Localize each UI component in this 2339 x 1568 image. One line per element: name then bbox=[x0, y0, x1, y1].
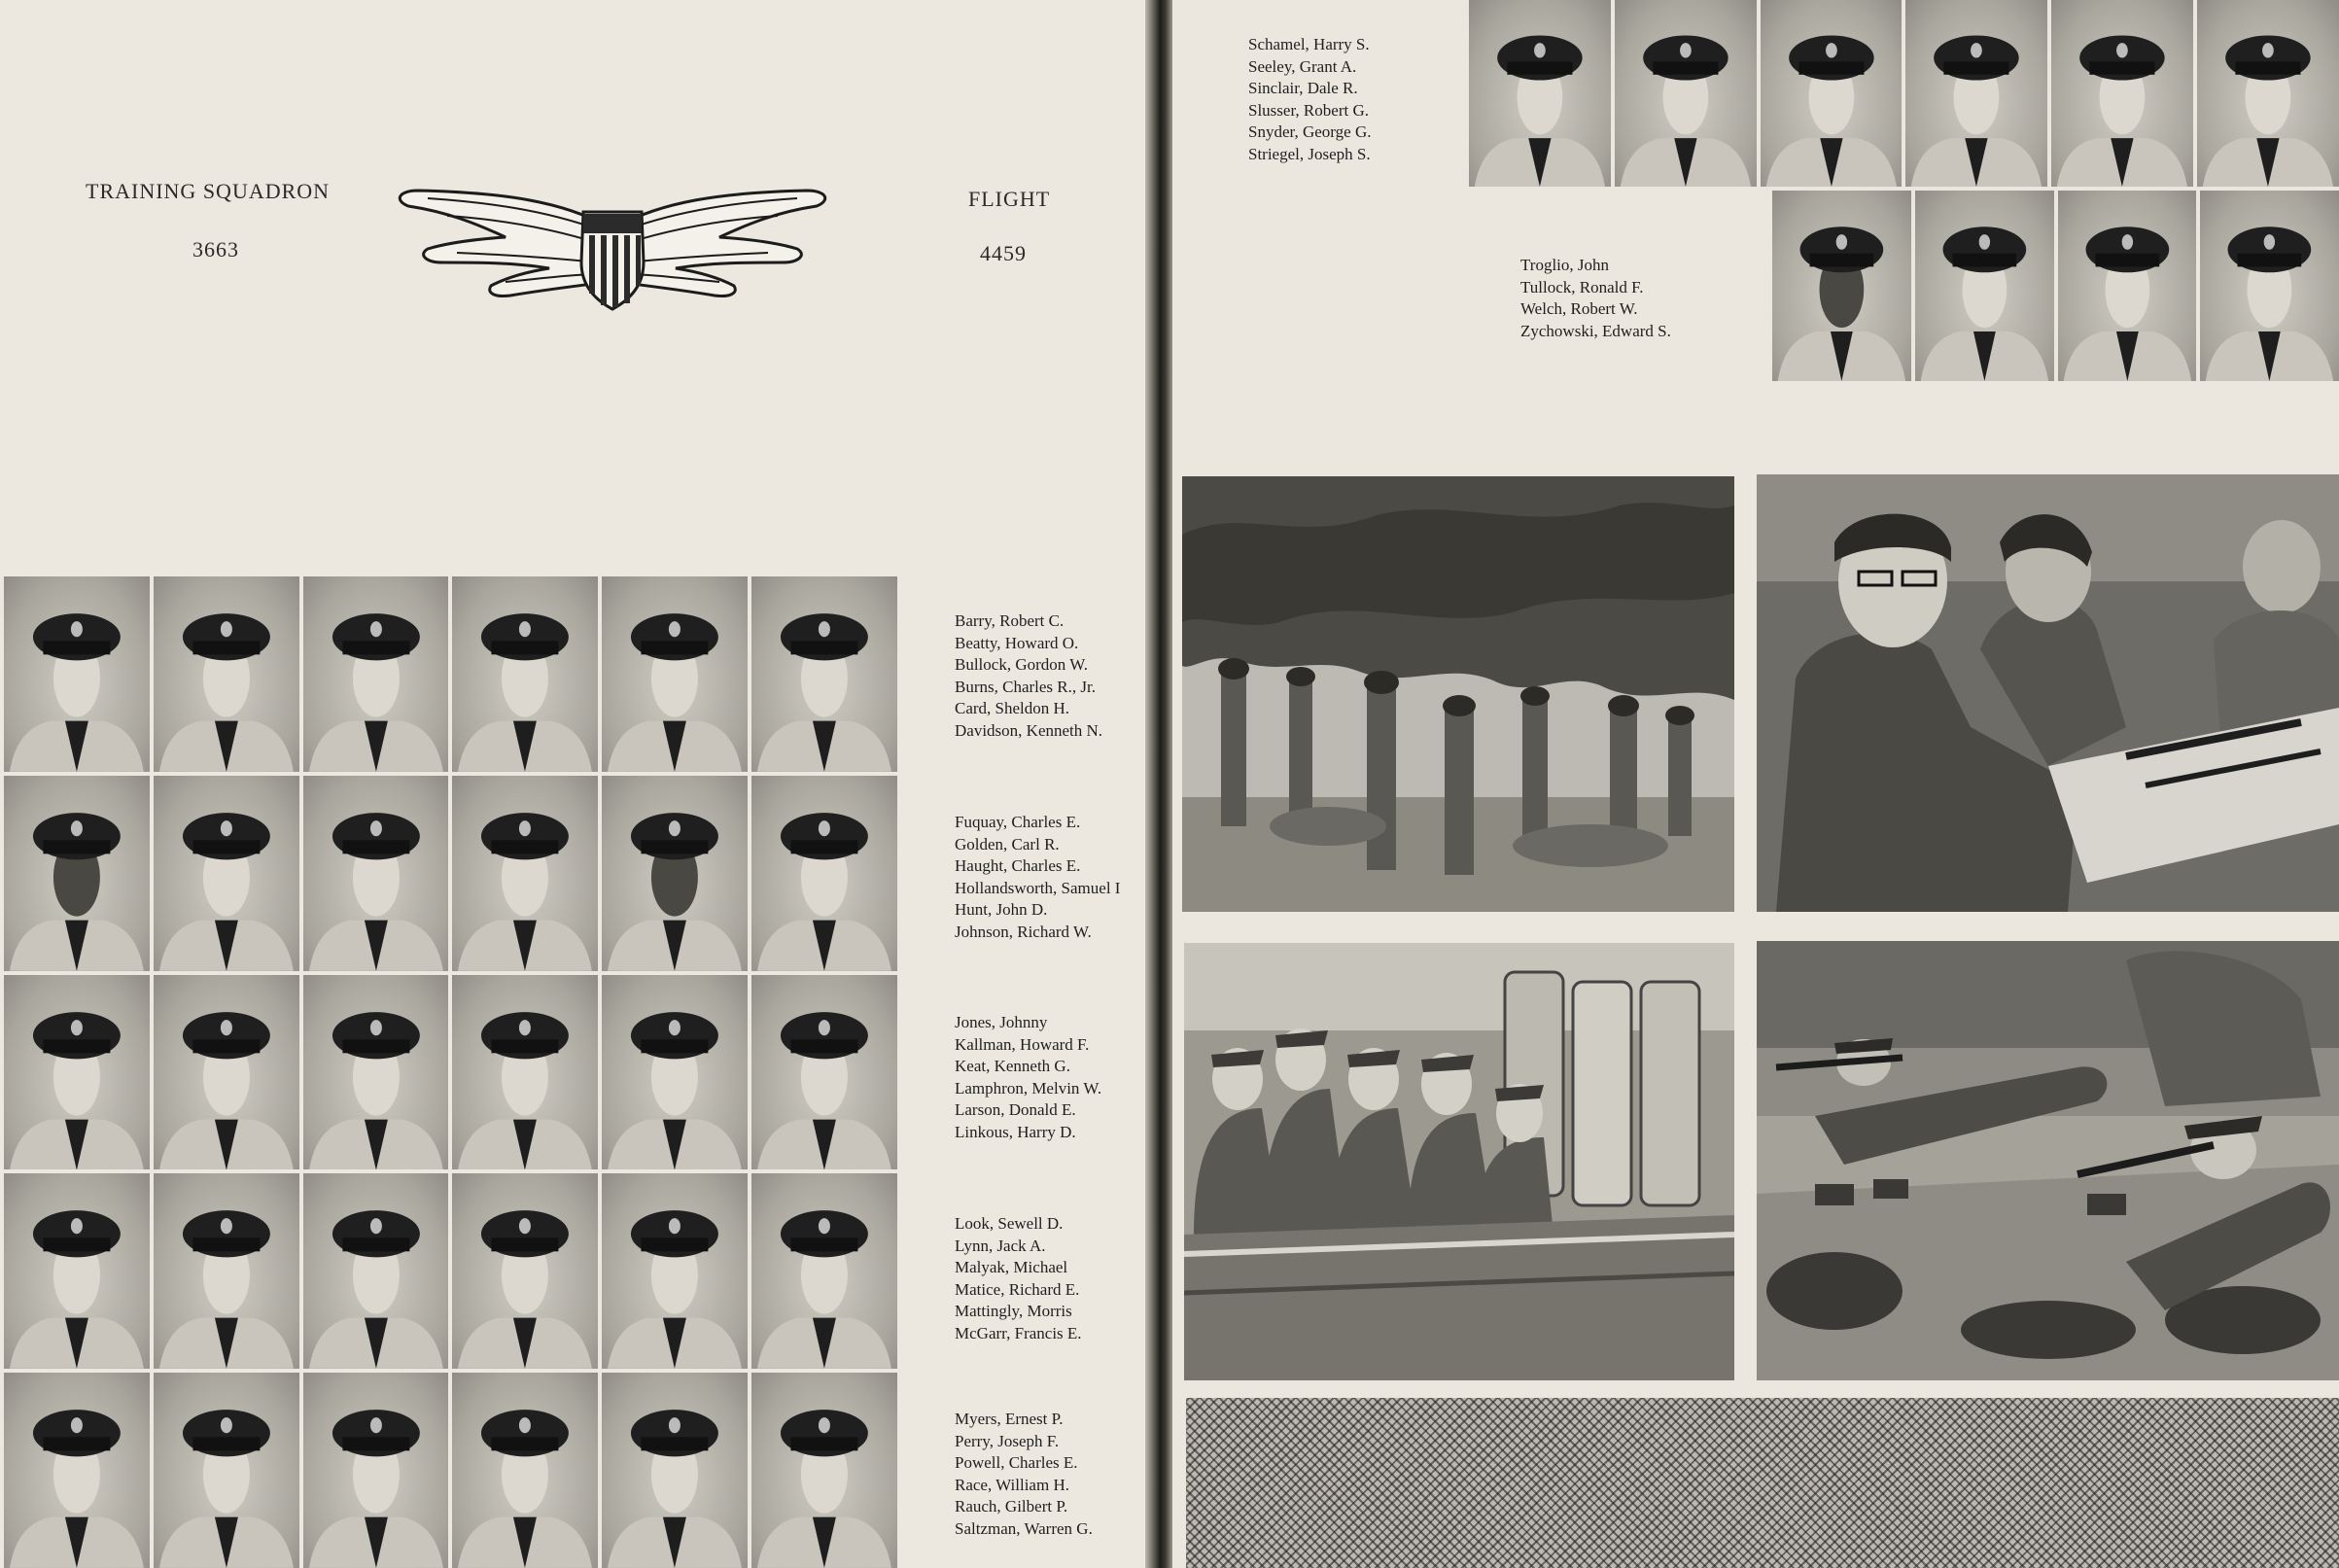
name-entry: Fuquay, Charles E. bbox=[955, 813, 1081, 831]
name-entry: Johnson, Richard W. bbox=[955, 922, 1092, 941]
portrait bbox=[154, 975, 299, 1170]
name-entry: Davidson, Kenneth N. bbox=[955, 720, 1103, 740]
portrait bbox=[751, 576, 897, 772]
portrait bbox=[4, 1373, 150, 1568]
name-entry: Slusser, Robert G. bbox=[1248, 100, 1369, 120]
name-entry: Hollandsworth, Samuel I bbox=[955, 878, 1121, 897]
name-entry: Matice, Richard E. bbox=[955, 1279, 1080, 1299]
portrait bbox=[303, 1373, 449, 1568]
name-entry: Linkous, Harry D. bbox=[955, 1122, 1076, 1141]
left-page bbox=[0, 0, 1145, 1568]
name-entry: McGarr, Francis E. bbox=[955, 1323, 1082, 1342]
name-entry: Powell, Charles E. bbox=[955, 1453, 1078, 1472]
portrait bbox=[2197, 0, 2339, 187]
name-entry: Lynn, Jack A. bbox=[955, 1236, 1046, 1255]
training-squadron-label: TRAINING SQUADRON bbox=[86, 179, 331, 203]
portrait bbox=[751, 1173, 897, 1369]
portrait bbox=[452, 975, 598, 1170]
portrait bbox=[2058, 191, 2197, 381]
portrait bbox=[154, 776, 299, 971]
name-list-group-2 bbox=[955, 812, 1120, 943]
name-entry: Larson, Donald E. bbox=[955, 1100, 1076, 1119]
portrait bbox=[2051, 0, 2193, 187]
photo-kitchen-duty bbox=[1184, 943, 1734, 1380]
portrait bbox=[1915, 191, 2054, 381]
name-entry: Snyder, George G. bbox=[1248, 122, 1372, 141]
book-gutter bbox=[1145, 0, 1172, 1568]
name-entry: Myers, Ernest P. bbox=[955, 1410, 1064, 1428]
name-entry: Sinclair, Dale R. bbox=[1248, 79, 1358, 97]
name-entry: Beatty, Howard O. bbox=[955, 633, 1079, 652]
photo-rifle-range bbox=[1757, 941, 2339, 1380]
portrait bbox=[4, 776, 150, 971]
name-entry: Zychowski, Edward S. bbox=[1520, 321, 1671, 340]
name-entry: Schamel, Harry S. bbox=[1248, 35, 1370, 53]
name-entry: Tullock, Ronald F. bbox=[1520, 277, 1644, 296]
portrait-grid-right-top bbox=[1469, 0, 2339, 187]
name-entry: Welch, Robert W. bbox=[1520, 299, 1638, 318]
portrait bbox=[602, 576, 748, 772]
portrait bbox=[303, 576, 449, 772]
name-entry: Rauch, Gilbert P. bbox=[955, 1497, 1068, 1516]
name-entry: Perry, Joseph F. bbox=[955, 1431, 1060, 1450]
portrait bbox=[751, 1373, 897, 1568]
portrait bbox=[154, 576, 299, 772]
flight-label: FLIGHT bbox=[968, 187, 1051, 211]
name-entry: Race, William H. bbox=[955, 1475, 1069, 1494]
crosshatch-panel bbox=[1186, 1398, 2339, 1568]
flight-number: 4459 bbox=[980, 241, 1027, 265]
portrait bbox=[452, 1173, 598, 1369]
portrait bbox=[602, 776, 748, 971]
portrait bbox=[2200, 191, 2339, 381]
portrait bbox=[602, 975, 748, 1170]
name-entry: Burns, Charles R., Jr. bbox=[955, 677, 1096, 696]
portrait bbox=[303, 975, 449, 1170]
portrait-grid-right-second bbox=[1772, 191, 2339, 381]
portrait bbox=[4, 1173, 150, 1369]
portrait bbox=[154, 1373, 299, 1568]
portrait-grid-left bbox=[4, 576, 897, 1568]
pilot-wings-shield-icon bbox=[389, 173, 836, 319]
name-entry: Mattingly, Morris bbox=[955, 1302, 1072, 1320]
name-entry: Bullock, Gordon W. bbox=[955, 655, 1088, 674]
portrait bbox=[1905, 0, 2047, 187]
name-entry: Malyak, Michael bbox=[955, 1258, 1068, 1276]
portrait bbox=[751, 776, 897, 971]
name-entry: Kallman, Howard F. bbox=[955, 1034, 1090, 1054]
portrait bbox=[303, 776, 449, 971]
name-entry: Barry, Robert C. bbox=[955, 611, 1065, 630]
name-entry: Troglio, John bbox=[1520, 256, 1610, 274]
portrait bbox=[452, 576, 598, 772]
portrait bbox=[4, 576, 150, 772]
name-list-group-5 bbox=[955, 1409, 1093, 1540]
name-entry: Striegel, Joseph S. bbox=[1248, 144, 1371, 163]
name-entry: Golden, Carl R. bbox=[955, 834, 1060, 854]
name-list-group-7 bbox=[1520, 255, 1671, 342]
name-list-group-4 bbox=[955, 1213, 1082, 1344]
name-entry: Look, Sewell D. bbox=[955, 1214, 1064, 1233]
name-entry: Keat, Kenneth G. bbox=[955, 1057, 1070, 1075]
name-entry: Lamphron, Melvin W. bbox=[955, 1078, 1102, 1098]
photo-field-training bbox=[1182, 476, 1734, 912]
portrait bbox=[602, 1173, 748, 1369]
name-list-group-6 bbox=[1248, 34, 1371, 165]
portrait bbox=[452, 1373, 598, 1568]
portrait bbox=[154, 1173, 299, 1369]
portrait bbox=[1761, 0, 1903, 187]
portrait bbox=[452, 776, 598, 971]
name-entry: Hunt, John D. bbox=[955, 900, 1048, 919]
right-page bbox=[1172, 0, 2339, 1568]
name-entry: Saltzman, Warren G. bbox=[955, 1518, 1093, 1538]
name-list-group-3 bbox=[955, 1012, 1101, 1143]
name-entry: Seeley, Grant A. bbox=[1248, 56, 1357, 76]
portrait bbox=[1615, 0, 1757, 187]
portrait bbox=[1469, 0, 1611, 187]
portrait bbox=[602, 1373, 748, 1568]
photo-classroom bbox=[1757, 474, 2339, 912]
portrait bbox=[751, 975, 897, 1170]
squadron-number: 3663 bbox=[192, 237, 239, 261]
portrait bbox=[4, 975, 150, 1170]
name-entry: Card, Sheldon H. bbox=[955, 699, 1070, 717]
name-entry: Haught, Charles E. bbox=[955, 856, 1081, 875]
name-list-group-1 bbox=[955, 610, 1102, 742]
portrait bbox=[303, 1173, 449, 1369]
name-entry: Jones, Johnny bbox=[955, 1013, 1048, 1031]
portrait bbox=[1772, 191, 1911, 381]
